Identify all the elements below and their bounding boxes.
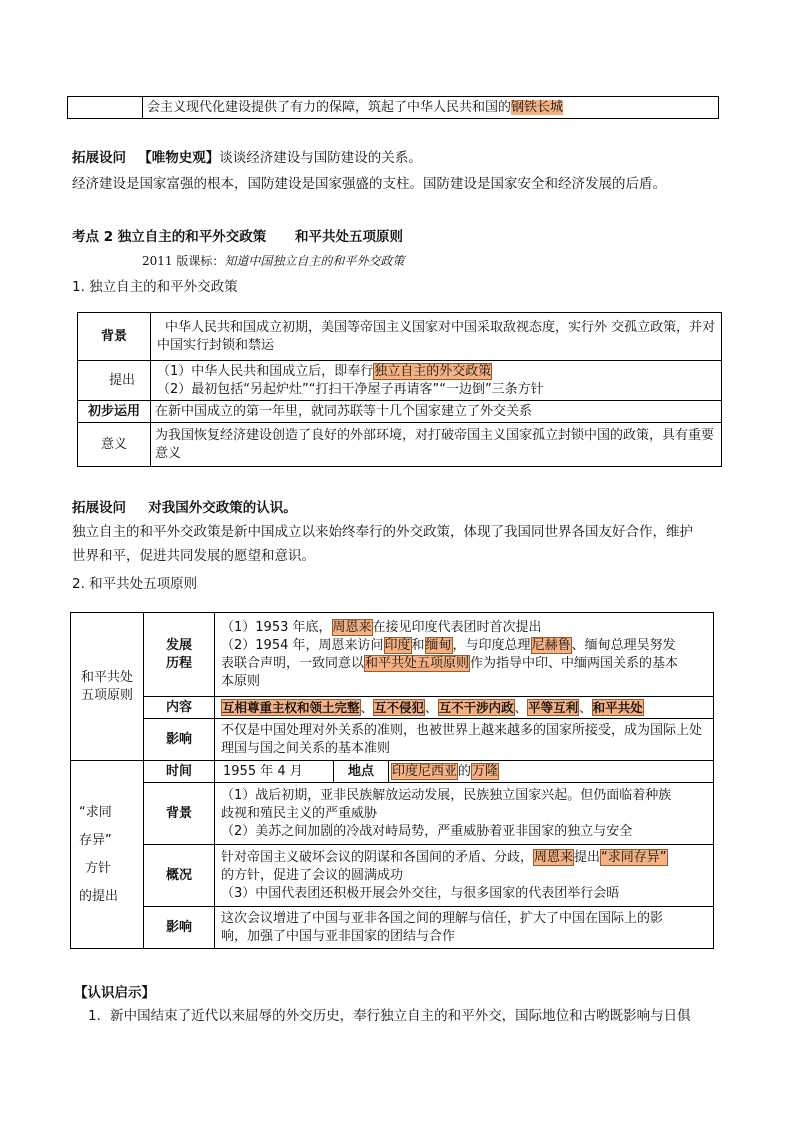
proposal-line1-highlight: 独立自主的外交政策 — [374, 363, 492, 379]
top-row-highlight: 钢铁长城 — [511, 99, 564, 115]
ext2-answer-line2: 世界和平，促进共同发展的愿望和意识。 — [72, 548, 315, 564]
dev-line3-b: 作为指导中印、中缅两国关系的基本 — [470, 655, 679, 671]
sum-line3: （3）中国代表团还积极开展会外交往，与很多国家的代表团举行会晤 — [221, 885, 620, 901]
kp2-curriculum-text: 知道中国独立自主的和平外交政策 — [224, 254, 405, 268]
ext1-question: 谈谈经济建设与国防建设的关系。 — [219, 150, 422, 166]
influence2-text — [215, 907, 714, 949]
influence2-key: 影响 — [144, 907, 215, 949]
principles-table — [70, 612, 714, 949]
seek-label-l4: 的提出 — [79, 888, 119, 904]
content-text — [215, 697, 714, 719]
place-hl1: 印度尼西亚 — [392, 763, 458, 779]
dev-line3-a: 表联合声明，一致同意以 — [221, 655, 365, 671]
ext2-question: 对我国外交政策的认识。 — [148, 500, 297, 516]
proposal-line2: （2）最初包括“另起炉灶”“打扫干净屋子再请客”“一边倒”三条方针 — [157, 381, 544, 397]
top-table-empty-cell — [68, 97, 143, 119]
top-row-text: 会主义现代化建设提供了有力的保障，筑起了中华人民共和国的 — [147, 99, 512, 115]
seek-common-group-label — [71, 761, 144, 949]
principles-group-label — [71, 613, 144, 761]
policy-row-significance-key: 意义 — [78, 423, 151, 467]
dev-line2-c: 、缅甸总理吴努发 — [571, 637, 676, 653]
ext2-answer-line1: 独立自主的和平外交政策是新中国成立以来始终奉行的外交政策，体现了我国同世界各国友好合作，维护 — [72, 524, 693, 540]
development-key-l2: 历程 — [165, 655, 192, 671]
content-item-1: 互相尊重主权和领土完整 — [222, 699, 360, 715]
kp2-curriculum — [142, 251, 404, 271]
insight-title: 【认识启示】 — [74, 985, 155, 1001]
seek-label-l2: 存异” — [79, 832, 112, 848]
dev-line1-highlight: 周恩来 — [332, 619, 372, 635]
principles-group-label-l2: 五项原则 — [80, 687, 133, 703]
content-item-4: 平等互利 — [528, 699, 579, 715]
ext1-answer: 经济建设是国家富强的根本，国防建设是国家强盛的支柱。国防建设是国家安全和经济发展的后盾。 — [72, 176, 666, 192]
kp2-title-line — [72, 227, 403, 247]
dev-line2-hl2: 缅甸 — [425, 637, 452, 653]
bg-line3: （2）美苏之间加剧的冷战对峙局势，严重威胁着亚非国家的独立与安全 — [221, 823, 633, 839]
content-sep-3: 、 — [514, 699, 528, 715]
bg-line2: 歧视和殖民主义的严重威胁 — [221, 805, 378, 821]
policy-row-initial-key: 初步运用 — [78, 401, 151, 423]
seek-background-text — [215, 783, 714, 845]
inf2-line1: 这次会议增进了中国与亚非各国之间的理解与信任，扩大了中国在国际上的影 — [221, 910, 664, 926]
place-key: 地点 — [334, 761, 389, 783]
policy-row-initial-text: 在新中国成立的第一年里，就同苏联等十几个国家建立了外交关系 — [151, 401, 722, 423]
sum-line1-hl2: “求同存异” — [601, 849, 667, 865]
development-key — [144, 613, 215, 697]
time-value: 1955 年 4 月 — [215, 761, 334, 783]
insight-line1: 1．新中国结束了近代以来屈辱的外交历史，奉行独立自主的和平外交，国际地位和古哟既影响与日俱 — [88, 1008, 691, 1024]
place-hl2: 万隆 — [472, 763, 499, 779]
dev-line2-and: 和 — [411, 637, 425, 653]
dev-line2-hl1: 印度 — [384, 637, 411, 653]
kp2-title: 考点 2 独立自主的和平外交政策 — [72, 229, 267, 245]
top-table — [67, 96, 719, 119]
section2-title: 2. 和平共处五项原则 — [72, 576, 198, 592]
place-value — [389, 761, 714, 783]
dev-line2-b: ，与印度总理 — [452, 637, 531, 653]
content-item-5: 和平共处 — [592, 699, 643, 715]
dev-line3-highlight: 和平共处五项原则 — [365, 655, 470, 671]
place-of: 的 — [458, 763, 472, 779]
content-sep-4: 、 — [579, 699, 592, 715]
ext1-bracket: 【唯物史观】 — [138, 150, 220, 166]
seek-label-l1: “求同 — [79, 804, 112, 820]
dev-line2-a: （2）1954 年，周恩来访问 — [221, 637, 384, 653]
content-item-3: 互不干涉内政 — [438, 699, 514, 715]
sum-line1-hl1: 周恩来 — [534, 849, 574, 865]
ext1-label: 拓展设问 — [72, 150, 126, 166]
development-key-l1: 发展 — [165, 637, 192, 653]
dev-line1-a: （1）1953 年底， — [221, 619, 332, 635]
section1-title: 1. 独立自主的和平外交政策 — [72, 279, 238, 295]
inf2-line2: 响，加强了中国与亚非国家的团结与合作 — [221, 928, 456, 944]
influence-key: 影响 — [144, 719, 215, 761]
sum-line2: 的方针，促进了会议的圆满成功 — [221, 867, 404, 883]
ext2-label: 拓展设问 — [72, 500, 126, 516]
sum-line1-b: 提出 — [574, 849, 601, 865]
kp2-curriculum-prefix: 2011 版课标： — [142, 254, 225, 268]
policy-row-significance-text: 为我国恢复经济建设创造了良好的外部环境，对打破帝国主义国家孤立封锁中国的政策，具有重要意义 — [151, 423, 722, 467]
development-text — [215, 613, 714, 697]
policy-row-background-text: 中华人民共和国成立初期，美国等帝国主义国家对中国采取敌视态度，实行外 交孤立政策，并对中国实行封锁和禁运 — [151, 313, 722, 361]
dev-line4: 本原则 — [221, 673, 261, 689]
bg-line1: （1）战后初期，亚非民族解放运动发展，民族独立国家兴起。但仍面临着种族 — [221, 787, 672, 803]
dev-line2-hl3: 尼赫鲁 — [531, 637, 571, 653]
sum-line1-a: 针对帝国主义破坏会议的阴谋和各国间的矛盾、分歧， — [221, 849, 534, 865]
kp2-title2: 和平共处五项原则 — [295, 229, 403, 245]
influence-text: 不仅是中国处理对外关系的准则，也被世界上越来越多的国家所接受，成为国际上处理国与国之间关系的基本准则 — [215, 719, 714, 761]
seek-background-key: 背景 — [144, 783, 215, 845]
policy-table — [77, 312, 722, 467]
dev-line1-b: 在接见印度代表团时首次提出 — [372, 619, 542, 635]
seek-label-l3: 方针 — [85, 860, 112, 876]
content-key: 内容 — [144, 697, 215, 719]
content-sep-2: 、 — [425, 699, 438, 715]
policy-row-proposal-key: 提出 — [78, 361, 151, 401]
summary-text — [215, 845, 714, 907]
content-item-2: 互不侵犯 — [374, 699, 425, 715]
principles-group-label-l1: 和平共处 — [80, 669, 133, 685]
time-key: 时间 — [144, 761, 215, 783]
proposal-line1-text: （1）中华人民共和国成立后，即奉行 — [157, 363, 374, 379]
ext1-question-line — [72, 148, 422, 168]
content-sep-1: 、 — [360, 699, 374, 715]
policy-row-proposal-text — [151, 361, 722, 401]
policy-row-background-key: 背景 — [78, 313, 151, 361]
top-table-text-cell — [143, 97, 719, 119]
summary-key: 概况 — [144, 845, 215, 907]
ext2-question-line — [72, 498, 297, 518]
